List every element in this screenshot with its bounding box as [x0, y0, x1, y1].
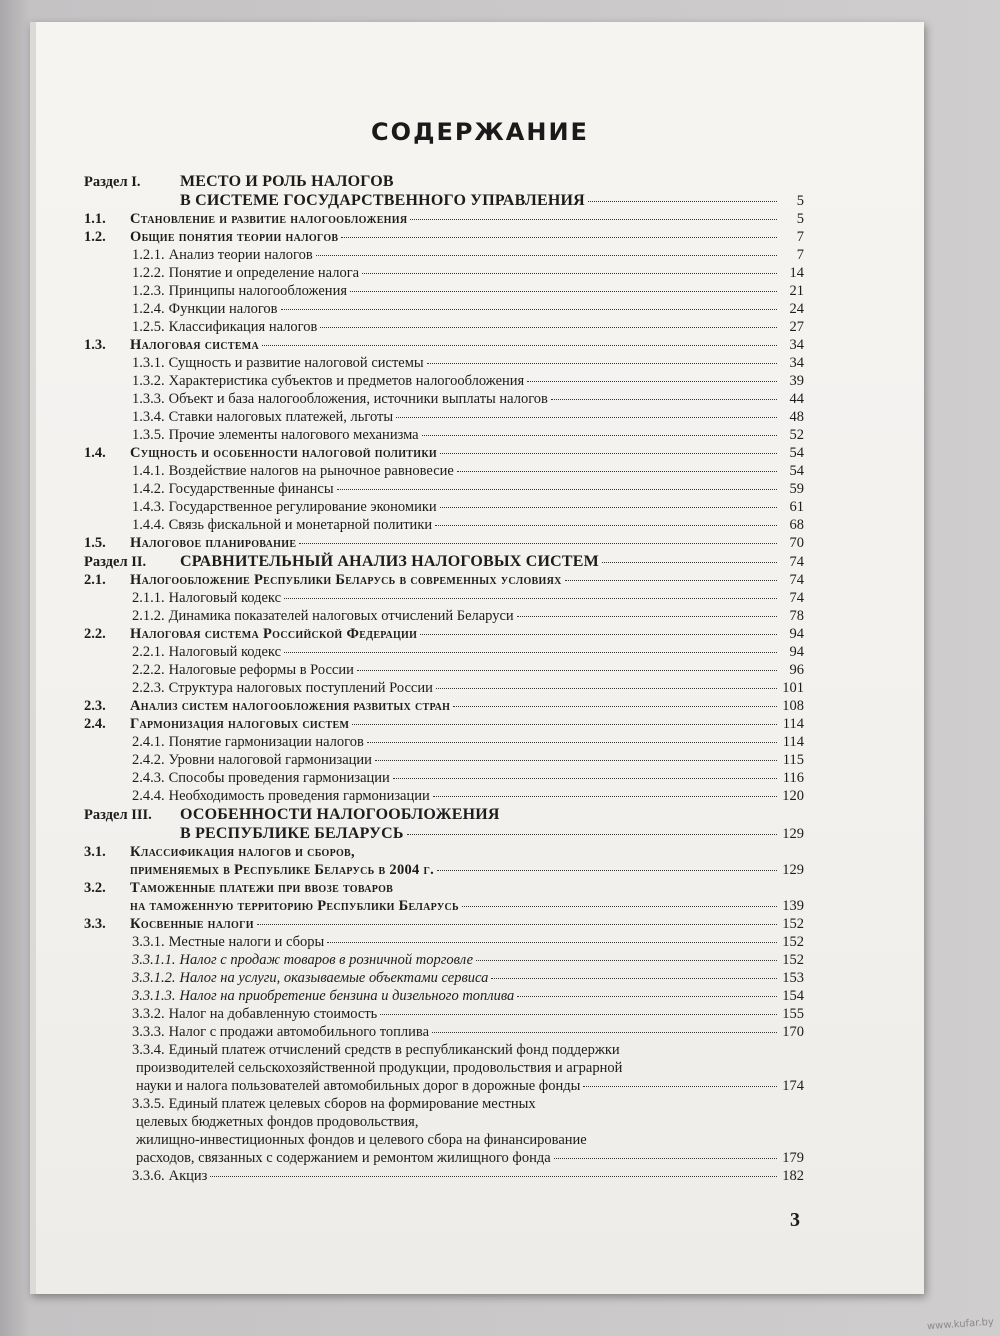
toc-entry-number: 1.3.5.: [132, 427, 165, 443]
toc-entry-number: 1.5.: [84, 535, 106, 551]
toc-entry-page: 78: [789, 608, 804, 624]
toc-entry-title: Налоговое планирование: [130, 535, 297, 551]
toc-entry-title: Налоговый кодекс: [168, 644, 282, 660]
toc-entry-page: 24: [789, 301, 804, 317]
toc-entry: [84, 969, 804, 987]
toc-entry: [84, 498, 804, 516]
toc-entry-page: 152: [782, 952, 804, 968]
toc-entry-page: 59: [789, 481, 804, 497]
toc-entry: [84, 390, 804, 408]
toc-entry-number: 1.3.4.: [132, 409, 165, 425]
toc-entry-number: 2.2.3.: [132, 680, 165, 696]
toc-entry-title: производителей сельскохозяйственной продукции, продовольствия и аграрной: [136, 1060, 623, 1076]
toc-entry-title: Гармонизация налоговых систем: [130, 716, 350, 732]
toc-entry-title: Государственные финансы: [168, 481, 334, 497]
toc-entry-title: применяемых в Республике Беларусь в 2004 г.: [130, 862, 435, 878]
toc-leader-dots: [453, 706, 777, 707]
toc-entry-number: 2.4.: [84, 716, 106, 732]
toc-leader-dots: [602, 562, 777, 563]
toc-entry: [84, 607, 804, 625]
toc-entry-number: 2.2.: [84, 626, 106, 642]
toc-entry-title: В РЕСПУБЛИКЕ БЕЛАРУСЬ: [180, 825, 404, 842]
toc-entry-title: Налогообложение Республики Беларусь в современных условиях: [130, 572, 562, 588]
toc-entry-title: Таможенные платежи при ввозе товаров: [130, 880, 394, 896]
toc-leader-dots: [262, 345, 777, 346]
toc-entry-page: 5: [796, 193, 804, 209]
toc-leader-dots: [396, 417, 777, 418]
toc-entry-page: 21: [789, 283, 804, 299]
toc-entry-number: 1.3.1.: [132, 355, 165, 371]
toc-leader-dots: [517, 616, 777, 617]
toc-entry: [84, 1113, 804, 1131]
toc-entry-title: Налог с продаж товаров в розничной торговле: [179, 952, 474, 968]
toc-leader-dots: [462, 906, 777, 907]
toc-entry-title: Косвенные налоги: [130, 916, 254, 932]
toc-leader-dots: [357, 670, 777, 671]
toc-leader-dots: [320, 327, 777, 328]
toc-entry: [84, 1059, 804, 1077]
toc-entry-number: 1.2.4.: [132, 301, 165, 317]
toc-leader-dots: [420, 634, 777, 635]
toc-entry-title: Функции налогов: [168, 301, 278, 317]
toc-entry: [84, 516, 804, 534]
toc-entry: [84, 697, 804, 715]
toc-entry: [84, 915, 804, 933]
toc-leader-dots: [554, 1158, 777, 1159]
toc-leader-dots: [565, 580, 777, 581]
toc-leader-dots: [352, 724, 777, 725]
toc-entry-number: 3.3.: [84, 916, 106, 932]
toc-entry: [84, 1167, 804, 1185]
toc-entry-page: 74: [789, 554, 804, 570]
toc-leader-dots: [257, 924, 777, 925]
toc-entry: [84, 715, 804, 733]
toc-entry-number: 2.4.4.: [132, 788, 165, 804]
toc-entry: [84, 751, 804, 769]
toc-leader-dots: [341, 237, 777, 238]
toc-entry-title: целевых бюджетных фондов продовольствия,: [136, 1114, 419, 1130]
toc-entry-number: 2.1.1.: [132, 590, 165, 606]
toc-entry: [84, 462, 804, 480]
book-page: [30, 22, 924, 1294]
toc-entry: [84, 552, 804, 571]
toc-entry-page: 153: [782, 970, 804, 986]
toc-entry-page: 170: [782, 1024, 804, 1040]
toc-leader-dots: [436, 688, 777, 689]
toc-leader-dots: [410, 219, 777, 220]
toc-entry-number: 2.4.1.: [132, 734, 165, 750]
toc-entry: [84, 336, 804, 354]
toc-entry-title: Сущность и развитие налоговой системы: [168, 355, 424, 371]
toc-entry: [84, 444, 804, 462]
toc-entry-number: 1.4.2.: [132, 481, 165, 497]
toc-entry-number: 3.3.2.: [132, 1006, 165, 1022]
toc-leader-dots: [476, 960, 777, 961]
toc-entry: [84, 172, 804, 191]
toc-entry: [84, 228, 804, 246]
toc-entry-title: Прочие элементы налогового механизма: [168, 427, 419, 443]
toc-entry-number: Раздел III.: [84, 807, 152, 823]
toc-entry-number: 3.3.5.: [132, 1096, 165, 1112]
toc-entry-title: Налоговая система: [130, 337, 260, 353]
toc-entry-page: 179: [782, 1150, 804, 1166]
toc-entry-title: науки и налога пользователей автомобильных дорог в дорожные фонды: [136, 1078, 581, 1094]
toc-leader-dots: [437, 870, 777, 871]
toc-entry-page: 70: [789, 535, 804, 551]
toc-entry-page: 139: [782, 898, 804, 914]
toc-entry-page: 27: [789, 319, 804, 335]
toc-leader-dots: [432, 1032, 777, 1033]
toc-leader-dots: [362, 273, 777, 274]
toc-entry-title: Единый платеж целевых сборов на формирование местных: [168, 1096, 536, 1112]
toc-entry-title: Сущность и особенности налоговой политики: [130, 445, 437, 461]
toc-leader-dots: [380, 1014, 777, 1015]
toc-entry-title: расходов, связанных с содержанием и ремонтом жилищного фонда: [136, 1150, 551, 1166]
toc-entry: [84, 318, 804, 336]
toc-entry-page: 152: [782, 934, 804, 950]
toc-entry: [84, 571, 804, 589]
toc-entry: [84, 264, 804, 282]
toc-entry-page: 74: [789, 572, 804, 588]
toc-entry-page: 114: [782, 734, 804, 750]
toc-entry-title: Анализ теории налогов: [168, 247, 313, 263]
toc-entry-page: 74: [789, 590, 804, 606]
toc-entry: [84, 769, 804, 787]
toc-entry: [84, 805, 804, 824]
toc-entry-number: 1.3.2.: [132, 373, 165, 389]
toc-entry-number: 2.3.: [84, 698, 106, 714]
toc-entry-number: 1.3.: [84, 337, 106, 353]
toc-entry-title: Принципы налогообложения: [168, 283, 348, 299]
toc-leader-dots: [435, 525, 777, 526]
toc-entry-number: 1.2.: [84, 229, 106, 245]
toc-leader-dots: [427, 363, 777, 364]
toc-entry-title: В СИСТЕМЕ ГОСУДАРСТВЕННОГО УПРАВЛЕНИЯ: [180, 192, 585, 209]
toc-entry-number: 3.3.4.: [132, 1042, 165, 1058]
toc-entry-title: Динамика показателей налоговых отчислений Беларуси: [168, 608, 514, 624]
toc-entry-page: 129: [782, 826, 804, 842]
toc-entry-title: Анализ систем налогообложения развитых стран: [130, 698, 451, 714]
toc-leader-dots: [327, 942, 777, 943]
toc-leader-dots: [284, 652, 777, 653]
toc-entry-title: Налоговый кодекс: [168, 590, 282, 606]
toc-leader-dots: [527, 381, 777, 382]
toc-leader-dots: [433, 796, 777, 797]
toc-entry-number: Раздел II.: [84, 554, 147, 570]
toc-entry-number: 2.2.1.: [132, 644, 165, 660]
toc-entry: [84, 1095, 804, 1113]
toc-entry: [84, 354, 804, 372]
toc-entry: [84, 1131, 804, 1149]
toc-entry-title: Налоговая система Российской Федерации: [130, 626, 418, 642]
toc-entry: [84, 787, 804, 805]
toc-entry-page: 94: [789, 644, 804, 660]
table-of-contents: [84, 172, 804, 1185]
toc-leader-dots: [457, 471, 777, 472]
toc-leader-dots: [551, 399, 777, 400]
toc-entry-title: Структура налоговых поступлений России: [168, 680, 433, 696]
toc-entry-page: 115: [782, 752, 804, 768]
toc-entry-title: Налог на услуги, оказываемые объектами сервиса: [179, 970, 489, 986]
toc-entry: [84, 824, 804, 843]
toc-entry-page: 116: [782, 770, 804, 786]
toc-entry: [84, 246, 804, 264]
toc-entry-page: 7: [796, 247, 804, 263]
toc-entry-page: 174: [782, 1078, 804, 1094]
toc-entry-page: 120: [782, 788, 804, 804]
toc-entry-page: 114: [782, 716, 804, 732]
toc-entry-title: Способы проведения гармонизации: [168, 770, 390, 786]
toc-entry-number: 1.4.1.: [132, 463, 165, 479]
toc-entry-page: 54: [789, 445, 804, 461]
toc-entry-number: 1.4.: [84, 445, 106, 461]
toc-entry-page: 152: [782, 916, 804, 932]
toc-entry: [84, 643, 804, 661]
toc-entry: [84, 480, 804, 498]
toc-entry-title: Понятие гармонизации налогов: [168, 734, 364, 750]
toc-entry-title: Становление и развитие налогообложения: [130, 211, 408, 227]
toc-entry-title: Налог на приобретение бензина и дизельного топлива: [179, 988, 515, 1004]
toc-leader-dots: [337, 489, 777, 490]
toc-entry-number: 1.2.2.: [132, 265, 165, 281]
toc-entry: [84, 951, 804, 969]
toc-entry: [84, 589, 804, 607]
toc-leader-dots: [299, 543, 777, 544]
toc-entry: [84, 408, 804, 426]
toc-entry-title: Налог с продажи автомобильного топлива: [168, 1024, 430, 1040]
toc-entry-number: 1.1.: [84, 211, 106, 227]
toc-entry-number: 1.4.3.: [132, 499, 165, 515]
toc-entry-title: Местные налоги и сборы: [168, 934, 325, 950]
toc-leader-dots: [367, 742, 777, 743]
toc-entry-title: Уровни налоговой гармонизации: [168, 752, 372, 768]
toc-entry-title: Налог на добавленную стоимость: [168, 1006, 378, 1022]
toc-leader-dots: [281, 309, 777, 310]
toc-entry-page: 96: [789, 662, 804, 678]
toc-entry-page: 182: [782, 1168, 804, 1184]
toc-entry-page: 129: [782, 862, 804, 878]
toc-entry-number: Раздел I.: [84, 174, 141, 190]
toc-entry: [84, 372, 804, 390]
toc-entry-title: ОСОБЕННОСТИ НАЛОГООБЛОЖЕНИЯ: [180, 806, 500, 823]
toc-entry: [84, 661, 804, 679]
toc-entry-page: 54: [789, 463, 804, 479]
toc-entry-title: Налоговые реформы в России: [168, 662, 354, 678]
toc-leader-dots: [393, 778, 777, 779]
toc-leader-dots: [407, 834, 777, 835]
toc-entry-number: 3.3.1.3.: [132, 988, 176, 1004]
toc-entry-number: 1.2.3.: [132, 283, 165, 299]
toc-entry-page: 48: [789, 409, 804, 425]
toc-entry-number: 3.1.: [84, 844, 106, 860]
toc-entry-page: 101: [782, 680, 804, 696]
toc-entry-page: 154: [782, 988, 804, 1004]
toc-entry-title: Связь фискальной и монетарной политики: [168, 517, 433, 533]
toc-leader-dots: [588, 201, 777, 202]
page-title: СОДЕРЖАНИЕ: [371, 118, 589, 146]
toc-entry-number: 3.2.: [84, 880, 106, 896]
toc-entry: [84, 1149, 804, 1167]
toc-entry-number: 1.2.5.: [132, 319, 165, 335]
toc-leader-dots: [440, 507, 777, 508]
toc-entry: [84, 843, 804, 861]
toc-entry-page: 44: [789, 391, 804, 407]
toc-entry-page: 34: [789, 355, 804, 371]
toc-entry: [84, 282, 804, 300]
toc-entry: [84, 861, 804, 879]
watermark: www.kufar.by: [926, 1316, 995, 1333]
toc-entry: [84, 1023, 804, 1041]
toc-entry-title: СРАВНИТЕЛЬНЫЙ АНАЛИЗ НАЛОГОВЫХ СИСТЕМ: [180, 553, 599, 570]
toc-entry-page: 94: [789, 626, 804, 642]
toc-entry-title: Ставки налоговых платежей, льготы: [168, 409, 394, 425]
toc-entry-title: Общие понятия теории налогов: [130, 229, 339, 245]
toc-entry: [84, 534, 804, 552]
toc-entry-title: Единый платеж отчислений средств в республиканский фонд поддержки: [168, 1042, 620, 1058]
toc-entry-number: 1.4.4.: [132, 517, 165, 533]
toc-entry: [84, 300, 804, 318]
toc-entry-number: 2.1.: [84, 572, 106, 588]
toc-leader-dots: [583, 1086, 777, 1087]
toc-entry-number: 2.1.2.: [132, 608, 165, 624]
toc-entry-page: 52: [789, 427, 804, 443]
toc-entry-page: 68: [789, 517, 804, 533]
toc-entry: [84, 933, 804, 951]
toc-entry-title: Понятие и определение налога: [168, 265, 360, 281]
toc-entry-page: 108: [782, 698, 804, 714]
toc-entry-page: 14: [789, 265, 804, 281]
toc-entry-title: на таможенную территорию Республики Беларусь: [130, 898, 459, 914]
toc-entry: [84, 210, 804, 228]
toc-entry-title: Необходимость проведения гармонизации: [168, 788, 430, 804]
toc-entry: [84, 733, 804, 751]
toc-entry-number: 2.4.2.: [132, 752, 165, 768]
toc-leader-dots: [375, 760, 777, 761]
toc-entry-title: Государственное регулирование экономики: [168, 499, 437, 515]
toc-entry-title: Классификация налогов: [168, 319, 318, 335]
toc-entry-number: 3.3.1.: [132, 934, 165, 950]
toc-entry-number: 1.2.1.: [132, 247, 165, 263]
toc-leader-dots: [491, 978, 777, 979]
toc-entry-page: 39: [789, 373, 804, 389]
toc-entry: [84, 1077, 804, 1095]
toc-entry-page: 7: [796, 229, 804, 245]
toc-leader-dots: [316, 255, 777, 256]
toc-leader-dots: [210, 1176, 777, 1177]
page-number: 3: [790, 1209, 800, 1231]
toc-entry-page: 155: [782, 1006, 804, 1022]
toc-entry: [84, 987, 804, 1005]
toc-entry-title: Классификация налогов и сборов,: [130, 844, 355, 860]
toc-entry: [84, 191, 804, 210]
toc-entry-title: МЕСТО И РОЛЬ НАЛОГОВ: [180, 173, 394, 190]
toc-entry-number: 3.3.1.1.: [132, 952, 176, 968]
toc-entry: [84, 625, 804, 643]
toc-entry: [84, 1005, 804, 1023]
toc-entry-page: 61: [789, 499, 804, 515]
toc-leader-dots: [284, 598, 777, 599]
toc-entry-number: 2.2.2.: [132, 662, 165, 678]
toc-entry: [84, 1041, 804, 1059]
toc-entry-number: 1.3.3.: [132, 391, 165, 407]
toc-leader-dots: [517, 996, 777, 997]
toc-leader-dots: [350, 291, 777, 292]
toc-entry-title: Характеристика субъектов и предметов налогообложения: [168, 373, 525, 389]
toc-entry-title: Акциз: [168, 1168, 208, 1184]
toc-entry-title: Объект и база налогообложения, источники выплаты налогов: [168, 391, 548, 407]
toc-leader-dots: [440, 453, 777, 454]
toc-entry: [84, 679, 804, 697]
toc-entry-page: 5: [796, 211, 804, 227]
toc-entry: [84, 426, 804, 444]
toc-entry-title: жилищно-инвестиционных фондов и целевого сбора на финансирование: [136, 1132, 587, 1148]
toc-entry-number: 3.3.3.: [132, 1024, 165, 1040]
toc-entry: [84, 897, 804, 915]
toc-entry-number: 2.4.3.: [132, 770, 165, 786]
toc-entry-number: 3.3.6.: [132, 1168, 165, 1184]
toc-entry: [84, 879, 804, 897]
toc-entry-page: 34: [789, 337, 804, 353]
toc-leader-dots: [422, 435, 777, 436]
toc-entry-number: 3.3.1.2.: [132, 970, 176, 986]
toc-entry-title: Воздействие налогов на рыночное равновесие: [168, 463, 454, 479]
